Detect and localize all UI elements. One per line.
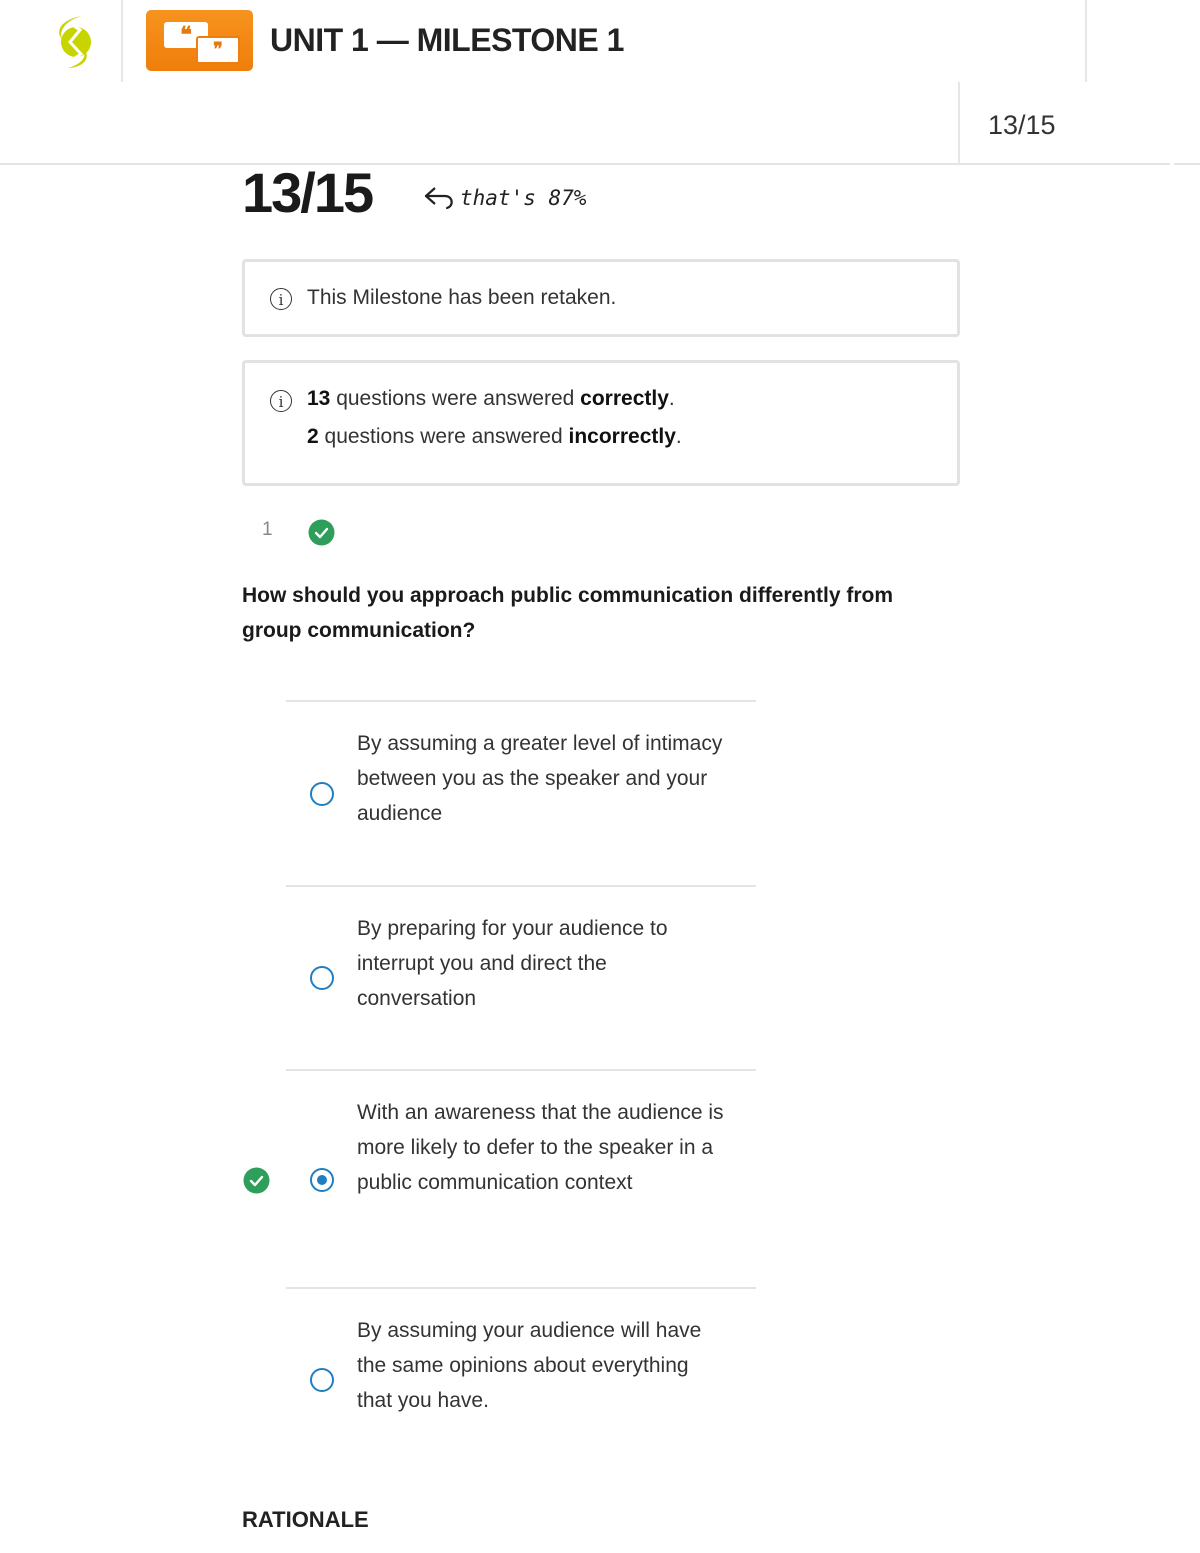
header-score: 13/15	[988, 110, 1056, 140]
quote-close-icon: ❞	[196, 36, 240, 64]
check-circle-icon	[308, 519, 335, 546]
option-divider	[286, 700, 756, 702]
incorrect-summary	[307, 425, 682, 449]
header-bottom-border	[1174, 163, 1200, 165]
check-circle-icon	[243, 1167, 270, 1194]
option-radio[interactable]	[310, 966, 334, 990]
info-icon: i	[270, 288, 292, 310]
unit-badge-icon	[146, 10, 253, 71]
correct-word: correctly	[580, 387, 669, 410]
retaken-notice	[242, 259, 960, 337]
option-radio-selected[interactable]	[310, 1168, 334, 1192]
summary-text: questions were answered	[318, 425, 569, 448]
correct-count: 13	[307, 387, 331, 410]
results-notice	[242, 360, 960, 486]
summary-text: questions were answered	[330, 387, 581, 410]
page-title: UNIT 1 — MILESTONE 1	[270, 22, 624, 58]
score-display: 13/15	[242, 161, 373, 224]
header-bottom-border	[0, 163, 1170, 165]
quote-open-icon: ❝	[164, 22, 208, 48]
header-divider	[1085, 0, 1087, 82]
option-text: By assuming your audience will have the same opinions about everything that you have.	[357, 1319, 702, 1412]
question-text: How should you approach public communication differently from group communication?	[242, 584, 894, 642]
rationale-heading: RATIONALE	[242, 1507, 369, 1532]
score-percent-note: that's 87%	[460, 186, 587, 210]
question-number: 1	[262, 519, 273, 540]
option-divider	[286, 885, 756, 887]
option-divider	[286, 1287, 756, 1289]
info-icon: i	[270, 390, 292, 412]
retaken-notice-text: This Milestone has been retaken.	[307, 286, 617, 309]
header-divider	[958, 82, 960, 164]
summary-period: .	[675, 425, 682, 448]
option-text: With an awareness that the audience is more likely to defer to the speaker in a public communication context	[357, 1101, 724, 1194]
header-divider	[121, 0, 123, 82]
incorrect-count: 2	[307, 425, 319, 448]
incorrect-word: incorrectly	[568, 425, 676, 448]
option-divider	[286, 1069, 756, 1071]
option-radio[interactable]	[310, 1368, 334, 1392]
option-radio[interactable]	[310, 782, 334, 806]
option-text: By preparing for your audience to interrupt you and direct the conversation	[357, 917, 668, 1010]
correct-summary	[307, 387, 675, 411]
option-text: By assuming a greater level of intimacy between you as the speaker and your audience	[357, 732, 723, 825]
curved-arrow-icon	[423, 184, 457, 212]
summary-period: .	[668, 387, 675, 410]
brand-logo-icon[interactable]	[52, 14, 100, 70]
